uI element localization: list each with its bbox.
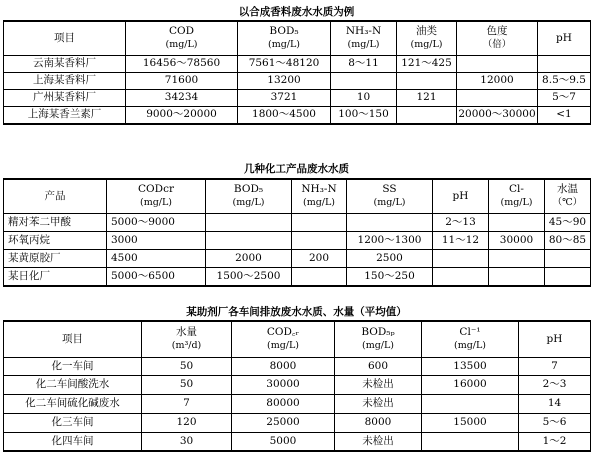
table-cell <box>331 72 397 89</box>
table-row <box>4 394 591 413</box>
table3-caption: 某助剂厂各车间排放废水水质、水量（平均值） <box>186 306 407 318</box>
table-cell: 9000～20000 <box>126 106 238 124</box>
table-cell: 上海某香料厂 <box>4 72 126 89</box>
table2-caption: 几种化工产品废水水质 <box>244 163 349 175</box>
table-row <box>4 267 591 286</box>
table-row <box>4 231 591 249</box>
table-cell <box>545 267 591 286</box>
table-cell: 2000 <box>206 249 292 267</box>
table-cell <box>292 231 347 249</box>
table3-header-item: 项目 <box>4 321 142 357</box>
table3-header-cl: Cl⁻¹ (mg/L) <box>422 321 519 357</box>
table-cell: 未检出 <box>335 375 422 394</box>
table1 <box>3 20 591 125</box>
table-cell <box>489 267 545 286</box>
table-cell: 600 <box>335 357 422 375</box>
table-cell <box>292 213 347 231</box>
table-cell: 16456～78560 <box>126 55 238 72</box>
table2-header-bod: BOD₅ (mg/L) <box>206 179 292 213</box>
table-cell: 80～85 <box>545 231 591 249</box>
table-cell: 1800～4500 <box>238 106 331 124</box>
table-cell <box>397 106 457 124</box>
table-cell <box>457 55 538 72</box>
table3-header-row <box>4 321 591 357</box>
table-cell: 15000 <box>422 413 519 432</box>
table-cell: 5～6 <box>519 413 591 432</box>
table-cell: 200 <box>292 249 347 267</box>
table-cell: 2500 <box>347 249 433 267</box>
table-cell: 100～150 <box>331 106 397 124</box>
table-row <box>4 55 591 72</box>
table3-header-ph: pH <box>519 321 591 357</box>
table-cell: 121 <box>397 89 457 106</box>
table2-header-nh3n: NH₃-N (mg/L) <box>292 179 347 213</box>
table-cell <box>545 249 591 267</box>
table-cell: 化二车间酸洗水 <box>4 375 142 394</box>
table-cell: 80000 <box>232 394 335 413</box>
table1-header-bod: BOD₅ (mg/L) <box>238 21 331 55</box>
table-cell: 2～3 <box>519 375 591 394</box>
table-cell: 3000 <box>107 231 206 249</box>
table1-header-row <box>4 21 591 55</box>
table-cell: 121～425 <box>397 55 457 72</box>
table-cell: 25000 <box>232 413 335 432</box>
table-cell: 环氧丙烷 <box>4 231 107 249</box>
table1-header-nh3n: NH₃-N (mg/L) <box>331 21 397 55</box>
table-row <box>4 432 591 451</box>
table2-header-ph: pH <box>433 179 489 213</box>
table1-caption: 以合成香料废水水质为例 <box>238 6 355 18</box>
table-cell: 120 <box>142 413 232 432</box>
table-cell: 45～90 <box>545 213 591 231</box>
table2-header-cl: Cl- (mg/L) <box>489 179 545 213</box>
table1-header-cod: COD (mg/L) <box>126 21 238 55</box>
table-row <box>4 89 591 106</box>
table2-header-product: 产品 <box>4 179 107 213</box>
table-cell <box>292 267 347 286</box>
table-cell: 30000 <box>232 375 335 394</box>
table-cell: 30 <box>142 432 232 451</box>
table-cell: 化三车间 <box>4 413 142 432</box>
table1-header-oil: 油类 (mg/L) <box>397 21 457 55</box>
table-cell: 50 <box>142 357 232 375</box>
table-cell: 1～2 <box>519 432 591 451</box>
table-cell: 某黄原胶厂 <box>4 249 107 267</box>
table3-header-flow: 水量 (m³/d) <box>142 321 232 357</box>
table-cell: 16000 <box>422 375 519 394</box>
table-cell: 2～13 <box>433 213 489 231</box>
table3-header-bod: BOD₅ₚ (mg/L) <box>335 321 422 357</box>
table-cell: 4500 <box>107 249 206 267</box>
table-cell: 20000～30000 <box>457 106 538 124</box>
table-cell: 1200～1300 <box>347 231 433 249</box>
table-cell: 化一车间 <box>4 357 142 375</box>
table1-header-item: 项目 <box>4 21 126 55</box>
table1-header-color: 色度 （倍） <box>457 21 538 55</box>
table1-header-ph: pH <box>538 21 591 55</box>
table-cell: 3721 <box>238 89 331 106</box>
table-cell: 34234 <box>126 89 238 106</box>
table-cell: 13200 <box>238 72 331 89</box>
table-cell <box>489 249 545 267</box>
table-cell: 5000～6500 <box>107 267 206 286</box>
table-row <box>4 72 591 89</box>
table-cell: 10 <box>331 89 397 106</box>
table-cell: 11～12 <box>433 231 489 249</box>
table-cell: 化二车间硫化碱废水 <box>4 394 142 413</box>
table-cell: <1 <box>538 106 591 124</box>
table-row <box>4 375 591 394</box>
table-cell: 71600 <box>126 72 238 89</box>
table-row <box>4 249 591 267</box>
table-row <box>4 357 591 375</box>
table-cell <box>206 213 292 231</box>
table-cell: 50 <box>142 375 232 394</box>
table2-header-row <box>4 179 591 213</box>
table-cell: 13500 <box>422 357 519 375</box>
table-cell <box>347 213 433 231</box>
table-cell: 化四车间 <box>4 432 142 451</box>
table-cell: 150～250 <box>347 267 433 286</box>
table2-header-temp: 水温 （℃） <box>545 179 591 213</box>
table-cell: 12000 <box>457 72 538 89</box>
table-cell: 某日化厂 <box>4 267 107 286</box>
table-cell <box>489 213 545 231</box>
table-cell <box>206 231 292 249</box>
table-cell <box>422 394 519 413</box>
table2-header-codcr: CODcr (mg/L) <box>107 179 206 213</box>
table-cell <box>457 89 538 106</box>
table-cell: 8000 <box>232 357 335 375</box>
table-cell: 未检出 <box>335 394 422 413</box>
table-cell: 广州某香料厂 <box>4 89 126 106</box>
table-cell: 7 <box>142 394 232 413</box>
table2-header-ss: SS (mg/L) <box>347 179 433 213</box>
table-cell: 云南某香料厂 <box>4 55 126 72</box>
table-cell: 7 <box>519 357 591 375</box>
table-cell: 未检出 <box>335 432 422 451</box>
table-cell <box>538 55 591 72</box>
table-row <box>4 413 591 432</box>
table-cell: 8.5～9.5 <box>538 72 591 89</box>
table-cell <box>433 249 489 267</box>
table-cell: 5～7 <box>538 89 591 106</box>
table-cell: 7561～48120 <box>238 55 331 72</box>
table-cell <box>397 72 457 89</box>
table2 <box>3 178 591 287</box>
table-cell: 30000 <box>489 231 545 249</box>
table-cell <box>422 432 519 451</box>
table-row <box>4 106 591 124</box>
table-cell <box>433 267 489 286</box>
table-row <box>4 213 591 231</box>
table-cell: 5000～9000 <box>107 213 206 231</box>
table-cell: 上海某香兰素厂 <box>4 106 126 124</box>
table-cell: 8000 <box>335 413 422 432</box>
table-cell: 精对苯二甲酸 <box>4 213 107 231</box>
table-cell: 5000 <box>232 432 335 451</box>
table-cell: 8～11 <box>331 55 397 72</box>
table3-header-codcr: COD꜀ᵣ (mg/L) <box>232 321 335 357</box>
table-cell: 1500～2500 <box>206 267 292 286</box>
table-cell: 14 <box>519 394 591 413</box>
table3 <box>3 320 591 452</box>
